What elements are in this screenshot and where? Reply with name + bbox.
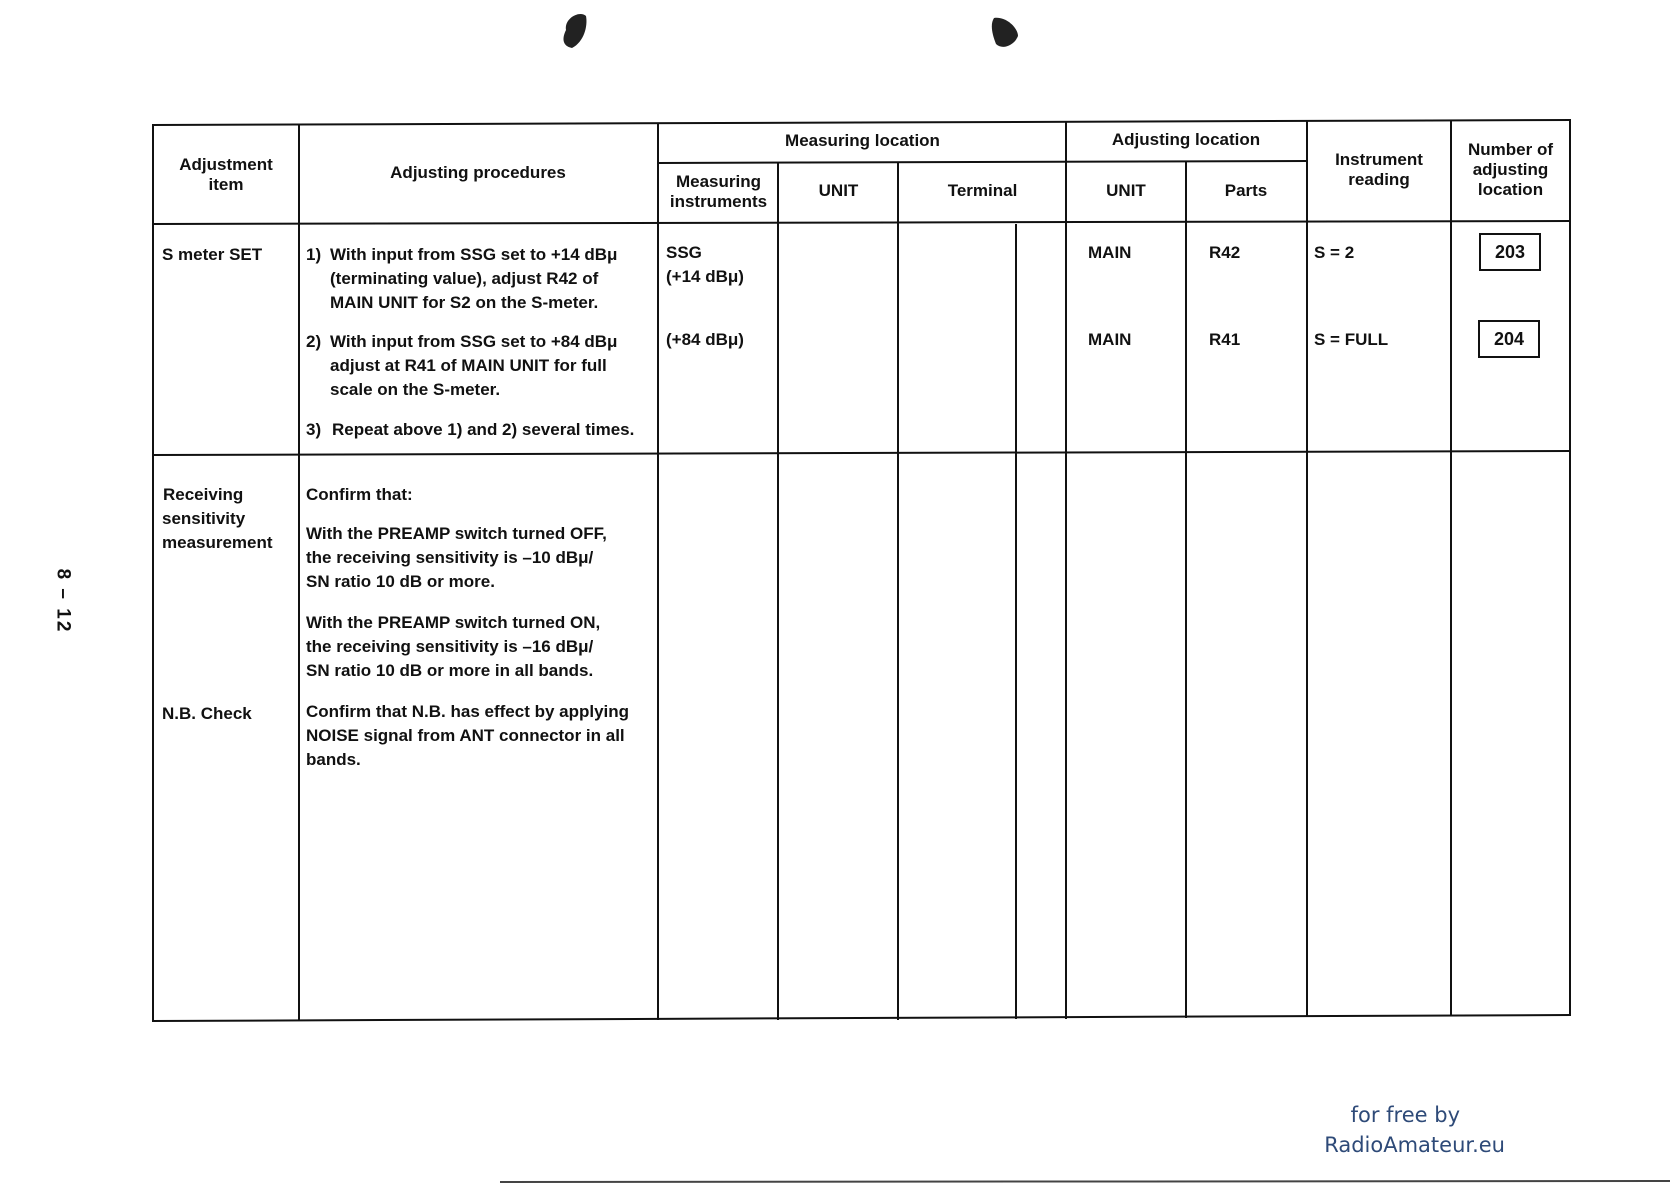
header-adjusting-location: Adjusting location [1111, 130, 1261, 149]
step-1-line-3: MAIN UNIT for S2 on the S-meter. [330, 293, 599, 312]
page-number: 8 – 12 [52, 568, 74, 634]
step-2-unit: MAIN [1088, 330, 1132, 349]
step-1-unit: MAIN [1088, 243, 1132, 262]
header-measuring-instruments: Measuring instruments [669, 172, 768, 211]
step-2-number: 2) [306, 332, 322, 351]
item-s-meter-set: S meter SET [162, 245, 263, 264]
step-2-reading: S = FULL [1314, 330, 1389, 349]
item-receiving-line-3: measurement [162, 533, 273, 552]
step-1-line-1: With input from SSG set to +14 dBμ [330, 245, 618, 264]
preamp-off-line-3: SN ratio 10 dB or more. [306, 572, 495, 591]
item-receiving-line-1: Receiving [163, 485, 244, 504]
step-2-parts: R41 [1209, 330, 1241, 349]
header-measuring-location: Measuring location [785, 131, 940, 150]
step-3-line-1: Repeat above 1) and 2) several times. [332, 420, 635, 439]
header-number-of-adjusting-location: Number of adjusting location [1468, 140, 1553, 199]
step-1-parts: R42 [1209, 243, 1241, 262]
header-instrument-reading: Instrument reading [1335, 150, 1423, 189]
nb-line-1: Confirm that N.B. has effect by applying [306, 702, 630, 721]
preamp-off-line-2: the receiving sensitivity is –10 dBμ/ [306, 548, 594, 567]
preamp-on-line-1: With the PREAMP switch turned ON, [306, 613, 601, 632]
header-parts: Parts [1224, 181, 1268, 200]
step-2-line-3: scale on the S-meter. [330, 380, 501, 399]
location-box-204: 204 [1478, 320, 1540, 358]
header-adjusting-unit: UNIT [1106, 181, 1146, 200]
confirm-that: Confirm that: [306, 485, 413, 504]
header-measuring-unit: UNIT [818, 181, 859, 200]
item-receiving-line-2: sensitivity [162, 509, 246, 528]
nb-line-3: bands. [306, 750, 361, 769]
watermark-line-1: for free by [1350, 1103, 1460, 1127]
step-2-instrument: (+84 dBμ) [666, 330, 744, 349]
step-2-line-1: With input from SSG set to +84 dBμ [330, 332, 618, 351]
header-terminal: Terminal [947, 181, 1018, 200]
watermark-line-2: RadioAmateur.eu [1324, 1133, 1505, 1157]
preamp-off-line-1: With the PREAMP switch turned OFF, [306, 524, 607, 543]
step-1-instrument-line-1: SSG [666, 243, 702, 262]
preamp-on-line-2: the receiving sensitivity is –16 dBμ/ [306, 637, 594, 656]
header-adjustment-item: Adjustment item [179, 155, 273, 194]
step-3-number: 3) [306, 420, 322, 439]
step-1-instrument-line-2: (+14 dBμ) [666, 267, 744, 286]
step-2-line-2: adjust at R41 of MAIN UNIT for full [330, 356, 607, 375]
header-adjusting-procedures: Adjusting procedures [390, 163, 566, 182]
step-1-number: 1) [306, 245, 322, 264]
preamp-on-line-3: SN ratio 10 dB or more in all bands. [306, 661, 594, 680]
bottom-scan-edge [0, 1178, 1670, 1186]
item-nb-check: N.B. Check [162, 704, 252, 723]
step-1-line-2: (terminating value), adjust R42 of [330, 269, 599, 288]
location-box-203: 203 [1479, 233, 1541, 271]
nb-line-2: NOISE signal from ANT connector in all [306, 726, 625, 745]
step-1-reading: S = 2 [1314, 243, 1355, 262]
